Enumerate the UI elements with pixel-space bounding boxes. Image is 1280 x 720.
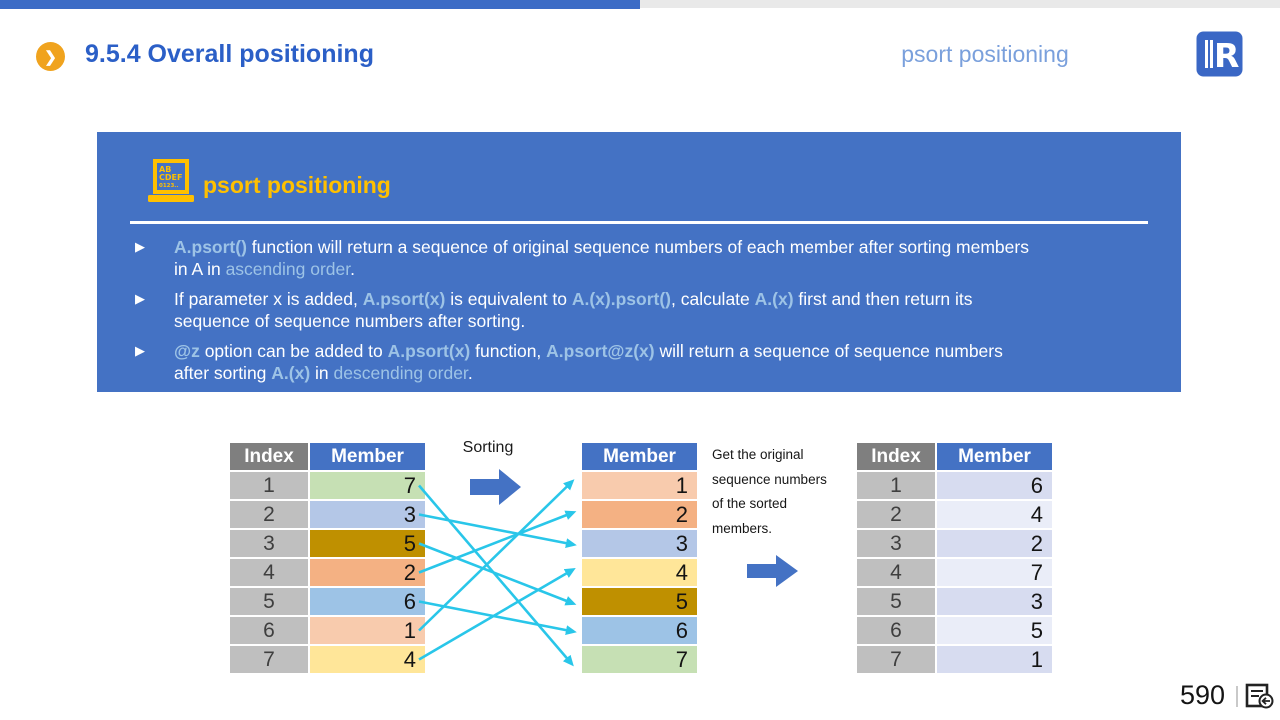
result-arrow-icon: [747, 554, 799, 593]
cell-member: 4: [582, 559, 697, 586]
cell-member: 3: [937, 588, 1052, 615]
raqsoft-logo-icon: [1196, 31, 1243, 82]
table-row: [857, 588, 1052, 615]
box-divider: [130, 221, 1148, 224]
header-subtitle: psort positioning: [901, 41, 1069, 67]
laptop-spreadsheet-icon: [143, 158, 197, 211]
cell-member: 3: [310, 501, 425, 528]
table-row: [582, 472, 697, 499]
table-row: [582, 501, 697, 528]
svg-text:0123..: 0123..: [159, 183, 179, 189]
table-row: [582, 559, 697, 586]
table-row: [857, 501, 1052, 528]
svg-text:CDEF: CDEF: [159, 173, 183, 182]
info-box: [97, 132, 1181, 392]
cell-index: 1: [230, 472, 308, 499]
sorting-label: Sorting: [462, 439, 514, 456]
page-title: 9.5.4 Overall positioning: [85, 40, 374, 68]
table-row: [582, 530, 697, 557]
bullet-text: @z option can be added to A.psort(x) function, A.psort@z(x) will return a sequence of sequence numbers after sorting A.(x) in descending order.: [174, 341, 1003, 383]
table-row: [857, 646, 1052, 673]
bullet-triangle-icon: ▶: [135, 343, 145, 358]
table-row: [230, 617, 425, 644]
column-header-index: Index: [857, 443, 935, 470]
footer-divider: [1236, 686, 1238, 707]
bullet-text: A.psort() function will return a sequence of original sequence numbers of each member after sorting members in A in ascending order.: [174, 237, 1029, 279]
cell-member: 7: [582, 646, 697, 673]
cell-index: 6: [230, 617, 308, 644]
cell-index: 2: [857, 501, 935, 528]
sort-link-line: [419, 486, 568, 660]
cell-index: 7: [857, 646, 935, 673]
bullet-item: [135, 288, 1150, 332]
sort-link-line: [419, 602, 568, 631]
table-row: [230, 646, 425, 673]
chevron-right-icon: ❯: [36, 42, 65, 71]
table-row: [857, 617, 1052, 644]
cell-index: 7: [230, 646, 308, 673]
box-title: psort positioning: [203, 172, 391, 198]
table-row: [230, 530, 425, 557]
table-row: [857, 530, 1052, 557]
page-number: 590: [1179, 680, 1225, 710]
cell-member: 2: [310, 559, 425, 586]
svg-text:AB: AB: [159, 165, 172, 174]
cell-index: 3: [857, 530, 935, 557]
bullet-list: [135, 236, 1150, 392]
cell-member: 6: [937, 472, 1052, 499]
table-row: [230, 472, 425, 499]
cell-member: 2: [937, 530, 1052, 557]
cell-index: 2: [230, 501, 308, 528]
cell-index: 1: [857, 472, 935, 499]
bullet-triangle-icon: ▶: [135, 239, 145, 254]
cell-member: 2: [582, 501, 697, 528]
cell-member: 1: [937, 646, 1052, 673]
sorted-sequence-table: [580, 441, 699, 675]
cell-index: 4: [230, 559, 308, 586]
cell-member: 6: [310, 588, 425, 615]
cell-member: 3: [582, 530, 697, 557]
cell-member: 4: [310, 646, 425, 673]
cell-member: 1: [310, 617, 425, 644]
cell-member: 5: [582, 588, 697, 615]
top-accent-bar-right: [640, 0, 1280, 8]
table-row: [857, 559, 1052, 586]
table-row: [230, 588, 425, 615]
sort-link-line: [419, 573, 568, 660]
sort-link-line: [419, 544, 568, 602]
top-accent-bar-left: [0, 0, 640, 9]
cell-member: 7: [310, 472, 425, 499]
cell-member: 5: [310, 530, 425, 557]
bullet-item: [135, 340, 1150, 384]
cell-member: 1: [582, 472, 697, 499]
bullet-triangle-icon: ▶: [135, 291, 145, 306]
sorting-arrow-icon: [470, 468, 522, 511]
table-row: [582, 646, 697, 673]
original-sequence-table: [228, 441, 427, 675]
cell-index: 3: [230, 530, 308, 557]
cell-index: 4: [857, 559, 935, 586]
svg-text:R: R: [1214, 36, 1240, 75]
cell-index: 6: [857, 617, 935, 644]
table-row: [857, 472, 1052, 499]
cell-member: 5: [937, 617, 1052, 644]
cell-member: 7: [937, 559, 1052, 586]
column-header-member: Member: [582, 443, 697, 470]
sort-link-line: [419, 515, 568, 573]
table-row: [230, 559, 425, 586]
back-to-contents-icon[interactable]: [1245, 683, 1275, 714]
sort-link-line: [419, 515, 568, 544]
column-header-index: Index: [230, 443, 308, 470]
cell-member: 6: [582, 617, 697, 644]
cell-index: 5: [857, 588, 935, 615]
cell-index: 5: [230, 588, 308, 615]
psort-result-table: [855, 441, 1054, 675]
bullet-item: [135, 236, 1150, 280]
column-header-member: Member: [310, 443, 425, 470]
table-row: [230, 501, 425, 528]
table-row: [582, 617, 697, 644]
cell-member: 4: [937, 501, 1052, 528]
column-header-member: Member: [937, 443, 1052, 470]
table-row: [582, 588, 697, 615]
diagram-annotation: Get the original sequence numbers of the sorted members.: [712, 447, 827, 536]
bullet-text: If parameter x is added, A.psort(x) is equivalent to A.(x).psort(), calculate A.(x) first and then return its sequence of sequence numbers after sorting.: [174, 289, 973, 331]
